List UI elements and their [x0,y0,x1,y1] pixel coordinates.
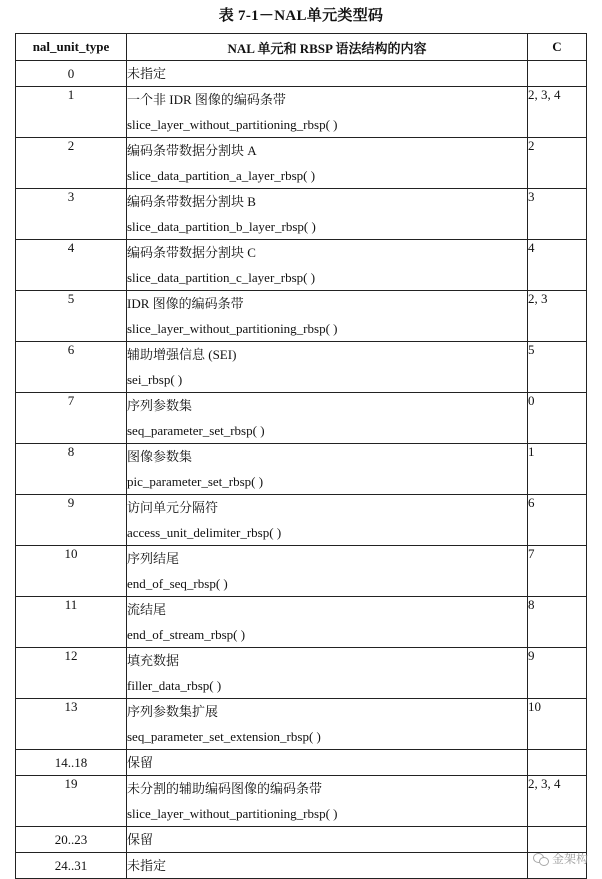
rbsp-syntax-text: slice_data_partition_b_layer_rbsp( ) [127,219,316,234]
content-cell [127,597,528,648]
content-cell [127,393,528,444]
header-nal-unit-type: nal_unit_type [16,34,127,61]
table-title: 表 7-1－NAL单元类型码 [218,8,384,24]
description-text: 未分割的辅助编码图像的编码条带 [127,781,323,796]
rbsp-syntax-text: pic_parameter_set_rbsp( ) [127,474,264,489]
table-row [16,827,587,853]
category-cell [528,61,587,87]
table-header-row [16,34,587,61]
rbsp-syntax-text: slice_layer_without_partitioning_rbsp( ) [127,806,338,821]
content-cell [127,648,528,699]
category-cell [528,750,587,776]
content-cell [127,444,528,495]
rbsp-syntax-text: sei_rbsp( ) [127,372,183,387]
wechat-icon [533,852,549,865]
rbsp-syntax-text: slice_layer_without_partitioning_rbsp( ) [127,117,338,132]
category-cell: 9 [528,648,587,699]
nal-unit-type-cell: 12 [16,648,127,699]
content-cell [127,342,528,393]
nal-unit-type-cell: 1 [16,87,127,138]
category-cell: 3 [528,189,587,240]
description-text: 编码条带数据分割块 A [127,143,257,158]
content-cell [127,495,528,546]
description-text: 编码条带数据分割块 B [127,194,256,209]
table-row [16,699,587,750]
category-cell: 0 [528,393,587,444]
category-cell: 8 [528,597,587,648]
category-cell: 2, 3, 4 [528,776,587,827]
content-cell [127,699,528,750]
rbsp-syntax-text: filler_data_rbsp( ) [127,678,222,693]
table-row [16,189,587,240]
content-cell [127,189,528,240]
watermark [533,850,588,867]
content-cell [127,87,528,138]
description-text: 辅助增强信息 (SEI) [127,347,237,362]
header-content: NAL 单元和 RBSP 语法结构的内容 [127,34,528,61]
content-cell [127,138,528,189]
description-text: 保留 [127,755,154,770]
nal-unit-type-cell: 24..31 [16,853,127,879]
nal-unit-type-table [15,33,587,879]
table-row [16,546,587,597]
table-row [16,495,587,546]
description-text: 序列参数集扩展 [127,704,219,719]
nal-unit-type-cell: 0 [16,61,127,87]
nal-unit-type-cell: 7 [16,393,127,444]
description-text: 未指定 [127,858,167,873]
watermark-text: 金架构 [551,852,588,866]
category-cell: 2 [528,138,587,189]
content-cell [127,776,528,827]
content-cell [127,61,528,87]
content-cell [127,546,528,597]
description-text: 填充数据 [127,653,180,668]
table-row [16,853,587,879]
nal-unit-type-cell: 10 [16,546,127,597]
nal-unit-type-cell: 13 [16,699,127,750]
description-text: 流结尾 [127,602,167,617]
rbsp-syntax-text: slice_data_partition_a_layer_rbsp( ) [127,168,316,183]
header-c: C [528,34,587,61]
rbsp-syntax-text: seq_parameter_set_extension_rbsp( ) [127,729,321,744]
content-cell [127,291,528,342]
description-text: 图像参数集 [127,449,193,464]
table-row [16,750,587,776]
description-text: 保留 [127,832,154,847]
nal-unit-type-cell: 4 [16,240,127,291]
table-row [16,138,587,189]
table-body [16,61,587,879]
description-text: IDR 图像的编码条带 [127,296,244,311]
description-text: 未指定 [127,66,167,81]
table-row [16,87,587,138]
nal-unit-type-cell: 2 [16,138,127,189]
nal-unit-type-cell: 9 [16,495,127,546]
category-cell: 1 [528,444,587,495]
nal-unit-type-cell: 8 [16,444,127,495]
table-row [16,648,587,699]
category-cell: 5 [528,342,587,393]
table-row [16,61,587,87]
table-row [16,291,587,342]
rbsp-syntax-text: access_unit_delimiter_rbsp( ) [127,525,282,540]
category-cell: 7 [528,546,587,597]
rbsp-syntax-text: end_of_stream_rbsp( ) [127,627,246,642]
category-cell: 2, 3 [528,291,587,342]
category-cell: 6 [528,495,587,546]
rbsp-syntax-text: end_of_seq_rbsp( ) [127,576,228,591]
description-text: 编码条带数据分割块 C [127,245,256,260]
table-row [16,776,587,827]
content-cell [127,750,528,776]
content-cell [127,827,528,853]
description-text: 访问单元分隔符 [127,500,219,515]
nal-unit-type-cell: 3 [16,189,127,240]
category-cell [528,827,587,853]
table-row [16,342,587,393]
rbsp-syntax-text: slice_layer_without_partitioning_rbsp( ) [127,321,338,336]
table-row [16,393,587,444]
content-cell [127,853,528,879]
rbsp-syntax-text: slice_data_partition_c_layer_rbsp( ) [127,270,316,285]
description-text: 一个非 IDR 图像的编码条带 [127,92,286,107]
table-row [16,240,587,291]
nal-unit-type-cell: 5 [16,291,127,342]
nal-unit-type-cell: 11 [16,597,127,648]
nal-unit-type-cell: 6 [16,342,127,393]
content-cell [127,240,528,291]
category-cell: 4 [528,240,587,291]
category-cell: 10 [528,699,587,750]
nal-unit-type-cell: 14..18 [16,750,127,776]
description-text: 序列参数集 [127,398,193,413]
table-row [16,444,587,495]
nal-unit-type-cell: 20..23 [16,827,127,853]
table-row [16,597,587,648]
nal-unit-type-cell: 19 [16,776,127,827]
rbsp-syntax-text: seq_parameter_set_rbsp( ) [127,423,265,438]
description-text: 序列结尾 [127,551,180,566]
category-cell: 2, 3, 4 [528,87,587,138]
